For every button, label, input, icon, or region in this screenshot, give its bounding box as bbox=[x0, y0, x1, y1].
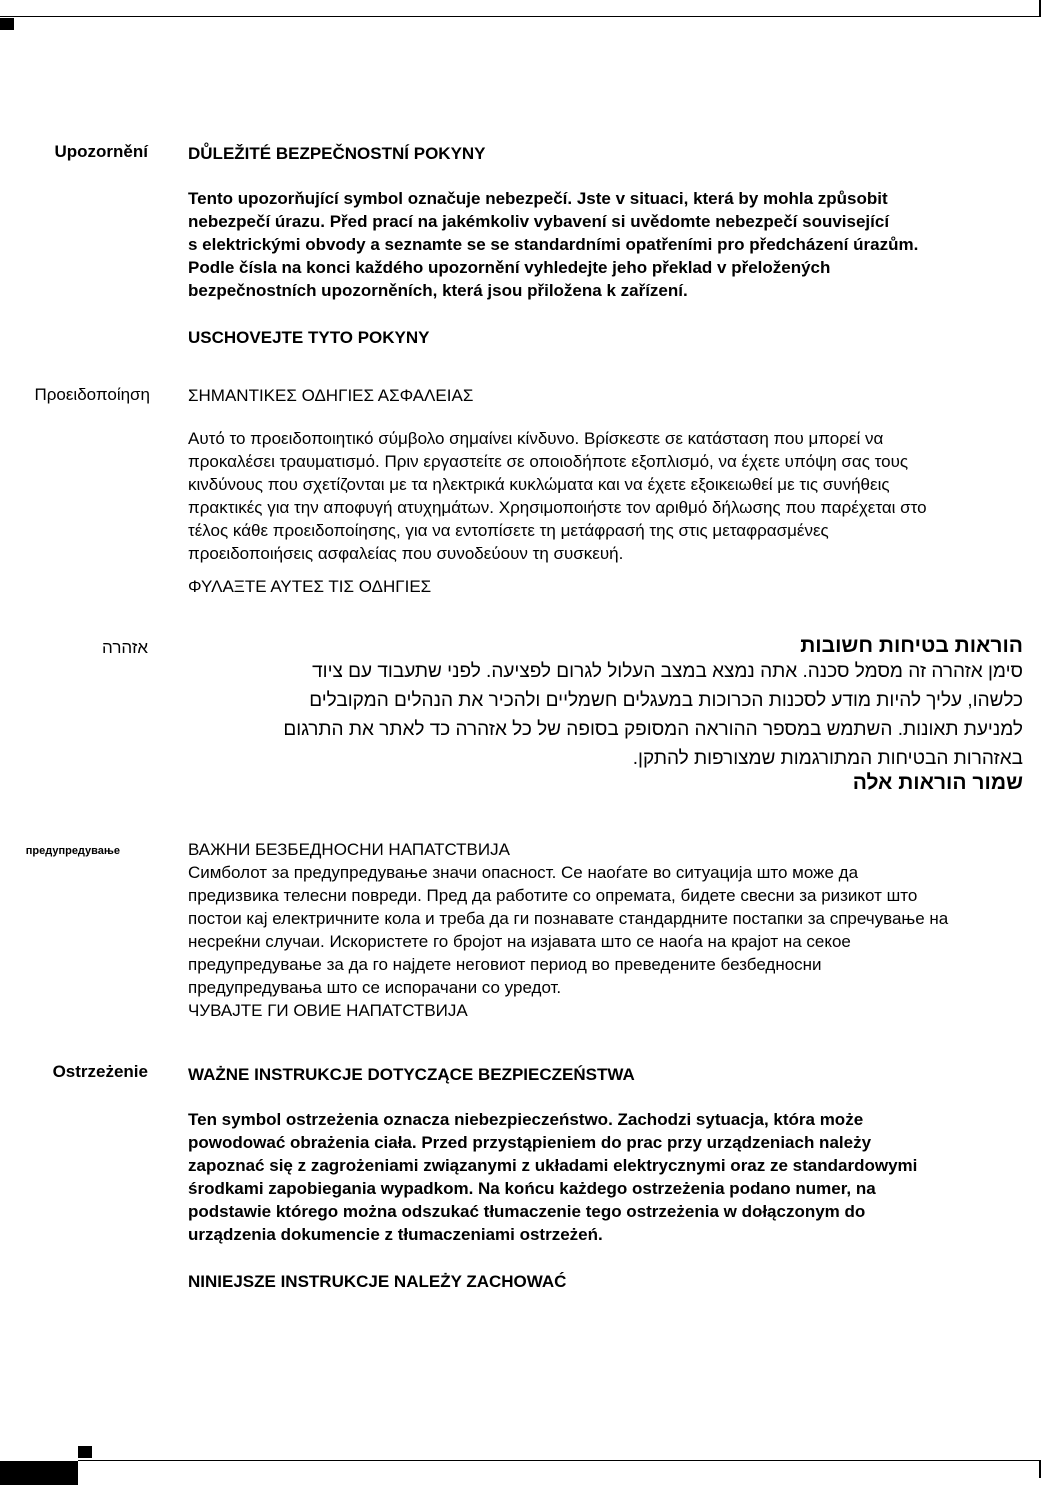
body-line: powodować obrażenia ciała. Przed przystąpieniem do prac przy urządzeniach należy bbox=[188, 1133, 872, 1152]
body-line: s elektrickými obvody a seznamte se se standardními opatřeními pro předcházení úrazům. bbox=[188, 235, 919, 254]
body-line: סימן אזהרה זה מסמל סכנה. אתה נמצא במצב העלול לגרום לפציעה. לפני שתעבוד עם ציוד bbox=[312, 661, 1023, 682]
section-label-macedonian: предупредување bbox=[25, 845, 120, 857]
body-line: Ten symbol ostrzeżenia oznacza niebezpieczeństwo. Zachodzi sytuacja, która może bbox=[188, 1110, 864, 1129]
body-line: למניעת תאונות. השתמש במספר ההוראה המסופק בסופה של כל אזהרה כד לאתר את התרגום bbox=[283, 719, 1023, 740]
body-line: Симболот за предупредување значи опасност. Се наоѓате во ситуација што може да bbox=[188, 863, 859, 882]
body-line: nebezpečí úrazu. Před prací na jakémkoliv vybavení si uvědomte nebezpečí související bbox=[188, 212, 890, 231]
body-line: bezpečnostních upozorněních, která jsou přiložena k zařízení. bbox=[188, 281, 688, 300]
body-line: Podle čísla na konci každého upozornění vyhledejte jeho překlad v přeložených bbox=[188, 258, 831, 277]
section-label-czech: Upozornění bbox=[54, 142, 148, 161]
section-body-macedonian bbox=[188, 838, 1043, 1022]
page-number-tab bbox=[0, 1461, 78, 1485]
section-body-hebrew bbox=[188, 657, 1023, 773]
section-title-czech: DŮLEŽITÉ BEZPEČNOSTNÍ POKYNY bbox=[188, 144, 486, 163]
section-footer-macedonian: ЧУВАЈТЕ ГИ ОВИЕ НАПАТСТВИЈА bbox=[188, 1001, 468, 1020]
body-line: προειδοποιήσεις ασφαλείας που συνοδεύουν τη συσκευή. bbox=[188, 544, 624, 563]
bottom-corner-mark bbox=[78, 1446, 92, 1458]
top-rule-tick bbox=[1039, 0, 1041, 17]
section-title-hebrew: הוראות בטיחות חשובות bbox=[800, 634, 1023, 657]
section-title-polish: WAŻNE INSTRUKCJE DOTYCZĄCE BEZPIECZEŃSTWA bbox=[188, 1065, 635, 1084]
section-footer-hebrew: שמור הוראות אלה bbox=[852, 771, 1023, 794]
section-footer-czech: USCHOVEJTE TYTO POKYNY bbox=[188, 328, 430, 347]
section-label-greek: Προειδοποίηση bbox=[34, 385, 150, 404]
top-rule bbox=[0, 16, 1040, 17]
body-line: urządzenia dokumencie z tłumaczeniami ostrzeżeń. bbox=[188, 1225, 603, 1244]
body-line: κινδύνους που σχετίζονται με τα ηλεκτρικά κυκλώματα και να έχετε εξοικειωθεί με τις συνήθεις bbox=[188, 475, 890, 494]
section-footer-polish: NINIEJSZE INSTRUKCJE NALEŻY ZACHOWAĆ bbox=[188, 1272, 567, 1291]
section-body-greek bbox=[188, 427, 1043, 565]
section-title-greek: ΣΗΜΑΝΤΙΚΕΣ ΟΔΗΓΙΕΣ ΑΣΦΑΛΕΙΑΣ bbox=[188, 386, 474, 405]
body-line: zapoznać się z zagrożeniami związanymi z układami elektrycznymi oraz ze standardowymi bbox=[188, 1156, 918, 1175]
bottom-rule-tick bbox=[1039, 1460, 1041, 1478]
body-line: τέλος κάθε προειδοποίησης, για να εντοπίσετε τη μετάφρασή της στις μεταφρασμένες bbox=[188, 521, 829, 540]
body-line: предизвика телесни повреди. Пред да работите со опремата, бидете свесни за ризикот што bbox=[188, 886, 918, 905]
section-body-polish bbox=[188, 1108, 1043, 1246]
body-line: Tento upozorňující symbol označuje nebezpečí. Jste v situaci, která by mohla způsobit bbox=[188, 189, 888, 208]
top-corner-mark bbox=[0, 18, 14, 30]
body-line: προκαλέσει τραυματισμό. Πριν εργαστείτε σε οποιοδήποτε εξοπλισμό, να έχετε υπόψη σας τους bbox=[188, 452, 909, 471]
body-line: постои кај електричните кола и треба да ги познавате стандардните постапки за спречување на bbox=[188, 909, 949, 928]
body-line: несреќни случаи. Искористете го бројот на изјавата што се наоѓа на крајот на секое bbox=[188, 932, 851, 951]
section-label-hebrew: אזהרה bbox=[102, 638, 148, 657]
bottom-rule bbox=[78, 1460, 1040, 1461]
section-body-czech bbox=[188, 187, 1043, 302]
body-line: כלשהו, עליך להיות מודע לסכנות הכרוכות במעגלים חשמליים ולהכיר את הנהלים המקובלים bbox=[309, 690, 1023, 711]
section-title-macedonian: ВАЖНИ БЕЗБЕДНОСНИ НАПАТСТВИЈА bbox=[188, 840, 510, 859]
body-line: środkami zapobiegania wypadkom. Na końcu każdego ostrzeżenia podano numer, na bbox=[188, 1179, 876, 1198]
section-label-polish: Ostrzeżenie bbox=[52, 1062, 148, 1081]
body-line: πρακτικές για την αποφυγή ατυχημάτων. Χρησιμοποιήστε τον αριθμό δήλωσης που παρέχεται στο bbox=[188, 498, 927, 517]
body-line: предупредување за да го најдете неговиот период во преведените безбедносни bbox=[188, 955, 822, 974]
body-line: Αυτό το προειδοποιητικό σύμβολο σημαίνει κίνδυνο. Βρίσκεστε σε κατάσταση που μπορεί να bbox=[188, 429, 884, 448]
body-line: podstawie którego można odszukać tłumaczenie tego ostrzeżenia w dołączonym do bbox=[188, 1202, 866, 1221]
section-footer-greek: ΦΥΛΑΞΤΕ ΑΥΤΕΣ ΤΙΣ ΟΔΗΓΙΕΣ bbox=[188, 577, 432, 596]
body-line: предупредувања што се испорачани со уредот. bbox=[188, 978, 562, 997]
body-line: באזהרות הבטיחות המתורגמות שמצורפות להתקן. bbox=[632, 748, 1023, 769]
